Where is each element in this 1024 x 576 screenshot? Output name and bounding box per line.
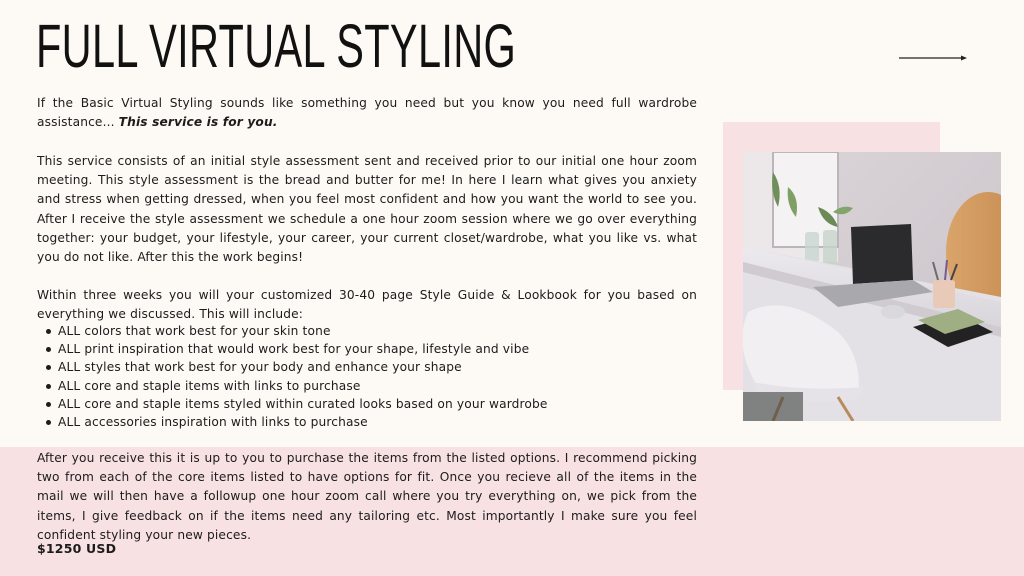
intro-paragraph bbox=[37, 94, 697, 132]
page-title: FULL VIRTUAL STYLING bbox=[36, 12, 517, 80]
includes-list bbox=[37, 322, 697, 431]
deliverables-intro: Within three weeks you will your customized 30-40 page Style Guide & Lookbook for you based on everything we discussed. This will include: bbox=[37, 288, 697, 322]
list-item: ALL core and staple items with links to purchase bbox=[37, 377, 697, 395]
list-item: ALL core and staple items styled within curated looks based on your wardrobe bbox=[37, 395, 697, 413]
list-item: ALL print inspiration that would work best for your shape, lifestyle and vibe bbox=[37, 340, 697, 358]
right-arrow-icon[interactable] bbox=[899, 53, 967, 63]
price-label: $1250 USD bbox=[37, 541, 117, 556]
service-description: This service consists of an initial style assessment sent and received prior to our initial one hour zoom meeting. This style assessment is the bread and butter for me! In here I learn what gives you anxiety and stress when getting dressed, when you feel most confident and how you want the world to see you. After I receive the style assessment we schedule a one hour zoom session where we go over everything together: your budget, your lifestyle, your career, your current closet/wardrobe, what you like vs. what you do not like. After this the work begins! bbox=[37, 154, 697, 265]
intro-emphasis: This service is for you. bbox=[118, 115, 278, 130]
workspace-photo bbox=[743, 152, 1001, 421]
list-item: ALL styles that work best for your body and enhance your shape bbox=[37, 358, 697, 376]
list-item: ALL accessories inspiration with links to purchase bbox=[37, 413, 697, 431]
purchase-paragraph: After you receive this it is up to you to purchase the items from the listed options. I recommend picking two from each of the core items listed to have options for fit. Once you recieve all of the items in the mail we will then have a followup one hour zoom call where you try everything on, we pick from the items, I give feedback on if the items need any tailoring etc. Most importantly I make sure you feel confident styling your new pieces. bbox=[37, 451, 697, 542]
list-item: ALL colors that work best for your skin tone bbox=[37, 322, 697, 340]
intro-text: If the Basic Virtual Styling sounds like something you need but you know you need full wardrobe assistance... bbox=[37, 96, 697, 130]
